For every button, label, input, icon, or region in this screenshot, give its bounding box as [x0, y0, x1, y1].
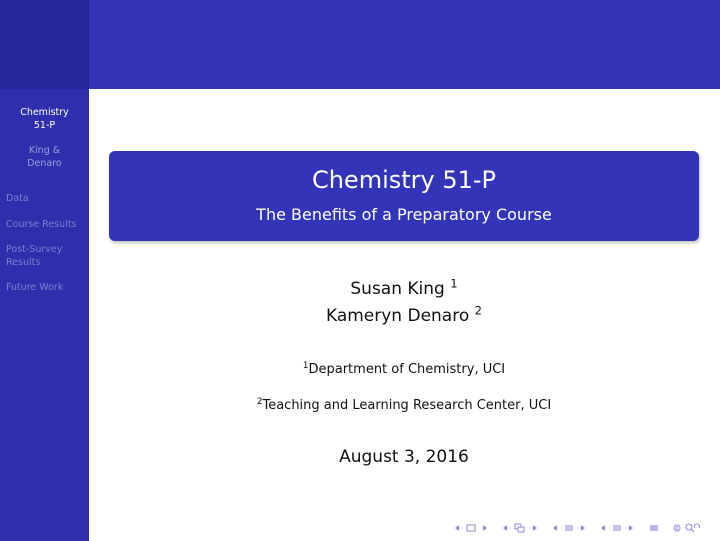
sidebar-header [0, 0, 89, 89]
header-bar [89, 0, 720, 89]
nav-prev-arrow-icon[interactable] [598, 523, 608, 533]
nav-next-arrow-icon[interactable] [480, 523, 490, 533]
presentation-subtitle: The Benefits of a Preparatory Course [256, 205, 552, 224]
affiliation-mark: 2 [256, 397, 263, 408]
frame-icon[interactable] [465, 523, 477, 533]
sidebar-authors-line: King & [28, 145, 61, 156]
affiliation-text: Teaching and Learning Research Center, UCI [262, 398, 552, 413]
affiliation-mark: 1 [302, 361, 309, 372]
nav-prev-arrow-icon[interactable] [452, 523, 462, 533]
nav-next-arrow-icon[interactable] [626, 523, 636, 533]
sidebar-item-data[interactable]: Data [6, 193, 29, 204]
author-line [109, 278, 699, 300]
sidebar-authors [0, 144, 89, 170]
sidebar-presentation-title[interactable] [0, 106, 89, 132]
author-line [109, 305, 699, 327]
sidebar-title-line: Chemistry [20, 107, 69, 118]
section-icon[interactable] [563, 523, 575, 533]
author-mark: 2 [474, 303, 483, 318]
sidebar-item-course-results[interactable]: Course Results [6, 219, 77, 230]
section-icon[interactable] [611, 523, 623, 533]
affiliation-text: Department of Chemistry, UCI [308, 362, 506, 377]
sidebar-item-post-survey-results[interactable] [6, 243, 62, 269]
align-icon[interactable] [648, 523, 660, 533]
sidebar-item-label: Post-Survey [6, 244, 63, 255]
author-name: Susan King [350, 279, 445, 299]
subsection-icon[interactable] [513, 523, 527, 533]
affiliation-line [109, 397, 699, 415]
navigation-symbols [452, 521, 700, 535]
author-mark: 1 [450, 276, 458, 291]
sidebar-item-future-work[interactable]: Future Work [6, 282, 64, 293]
nav-next-arrow-icon[interactable] [578, 523, 588, 533]
sidebar-item-label: Results [6, 257, 41, 268]
nav-next-arrow-icon[interactable] [530, 523, 540, 533]
nav-prev-arrow-icon[interactable] [550, 523, 560, 533]
title-block [109, 151, 699, 241]
presentation-date: August 3, 2016 [339, 447, 469, 467]
sidebar-authors-line: Denaro [27, 158, 62, 169]
author-name: Kameryn Denaro [325, 306, 470, 326]
affiliation-line [109, 361, 699, 379]
sidebar [0, 0, 89, 541]
sidebar-title-line: 51-P [33, 120, 56, 131]
nav-prev-arrow-icon[interactable] [500, 523, 510, 533]
search-icon[interactable] [672, 522, 700, 534]
presentation-title: Chemistry 51-P [311, 166, 497, 194]
